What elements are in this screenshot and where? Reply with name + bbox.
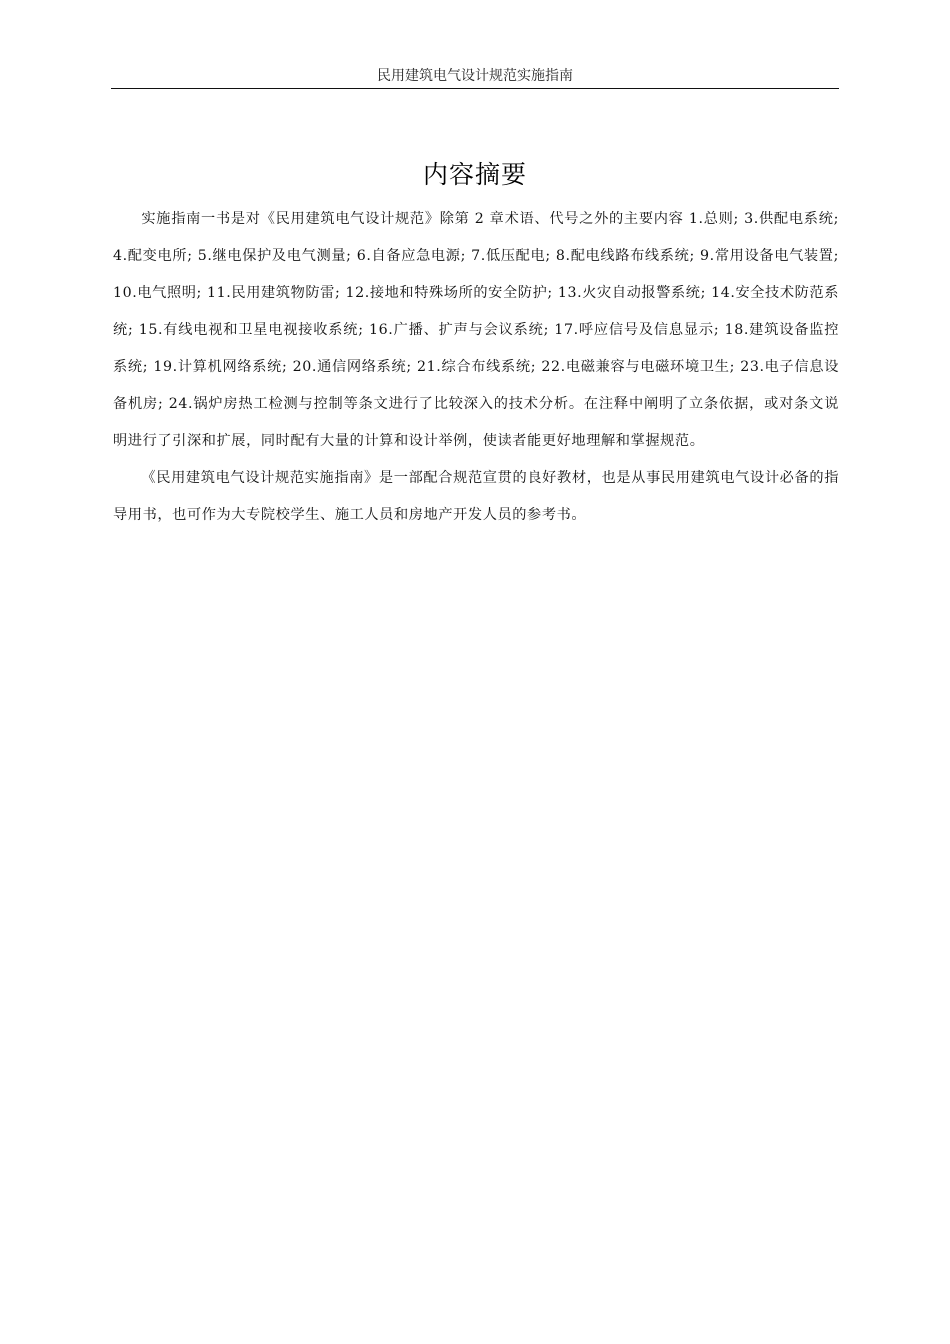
abstract-paragraph-1: 实施指南一书是对《民用建筑电气设计规范》除第 2 章术语、代号之外的主要内容 1.总则; 3.供配电系统; 4.配变电所; 5.继电保护及电气测量; 6.自备应急电源; 7.低压配电; 8.配电线路布线系统; 9.常用设备电气装置; 10.电气照明; 11.民用建筑物防雷; 12.接地和特殊场所的安全防护; 13.火灾自动报警系统; 14.安全技术防范系统; 15.有线电视和卫星电视接收系统; 16.广播、扩声与会议系统; 17.呼应信号及信息显示; 18.建筑设备监控系统; 19.计算机网络系统; 20.通信网络系统; 21.综合布线系统; 22.电磁兼容与电磁环境卫生; 23.电子信息设备机房; 24.锅炉房热工检测与控制等条文进行了比较深入的技术分析。在注释中阐明了立条依据，或对条文说明进行了引深和扩展，同时配有大量的计算和设计举例，使读者能更好地理解和掌握规范。	[113, 211, 839, 449]
abstract-body	[113, 201, 839, 534]
abstract-paragraph-2: 《民用建筑电气设计规范实施指南》是一部配合规范宣贯的良好教材，也是从事民用建筑电气设计必备的指导用书，也可作为大专院校学生、施工人员和房地产开发人员的参考书。	[113, 470, 839, 523]
running-header: 民用建筑电气设计规范实施指南	[377, 68, 573, 84]
header-divider	[111, 88, 839, 89]
page-title: 内容摘要	[422, 160, 527, 189]
